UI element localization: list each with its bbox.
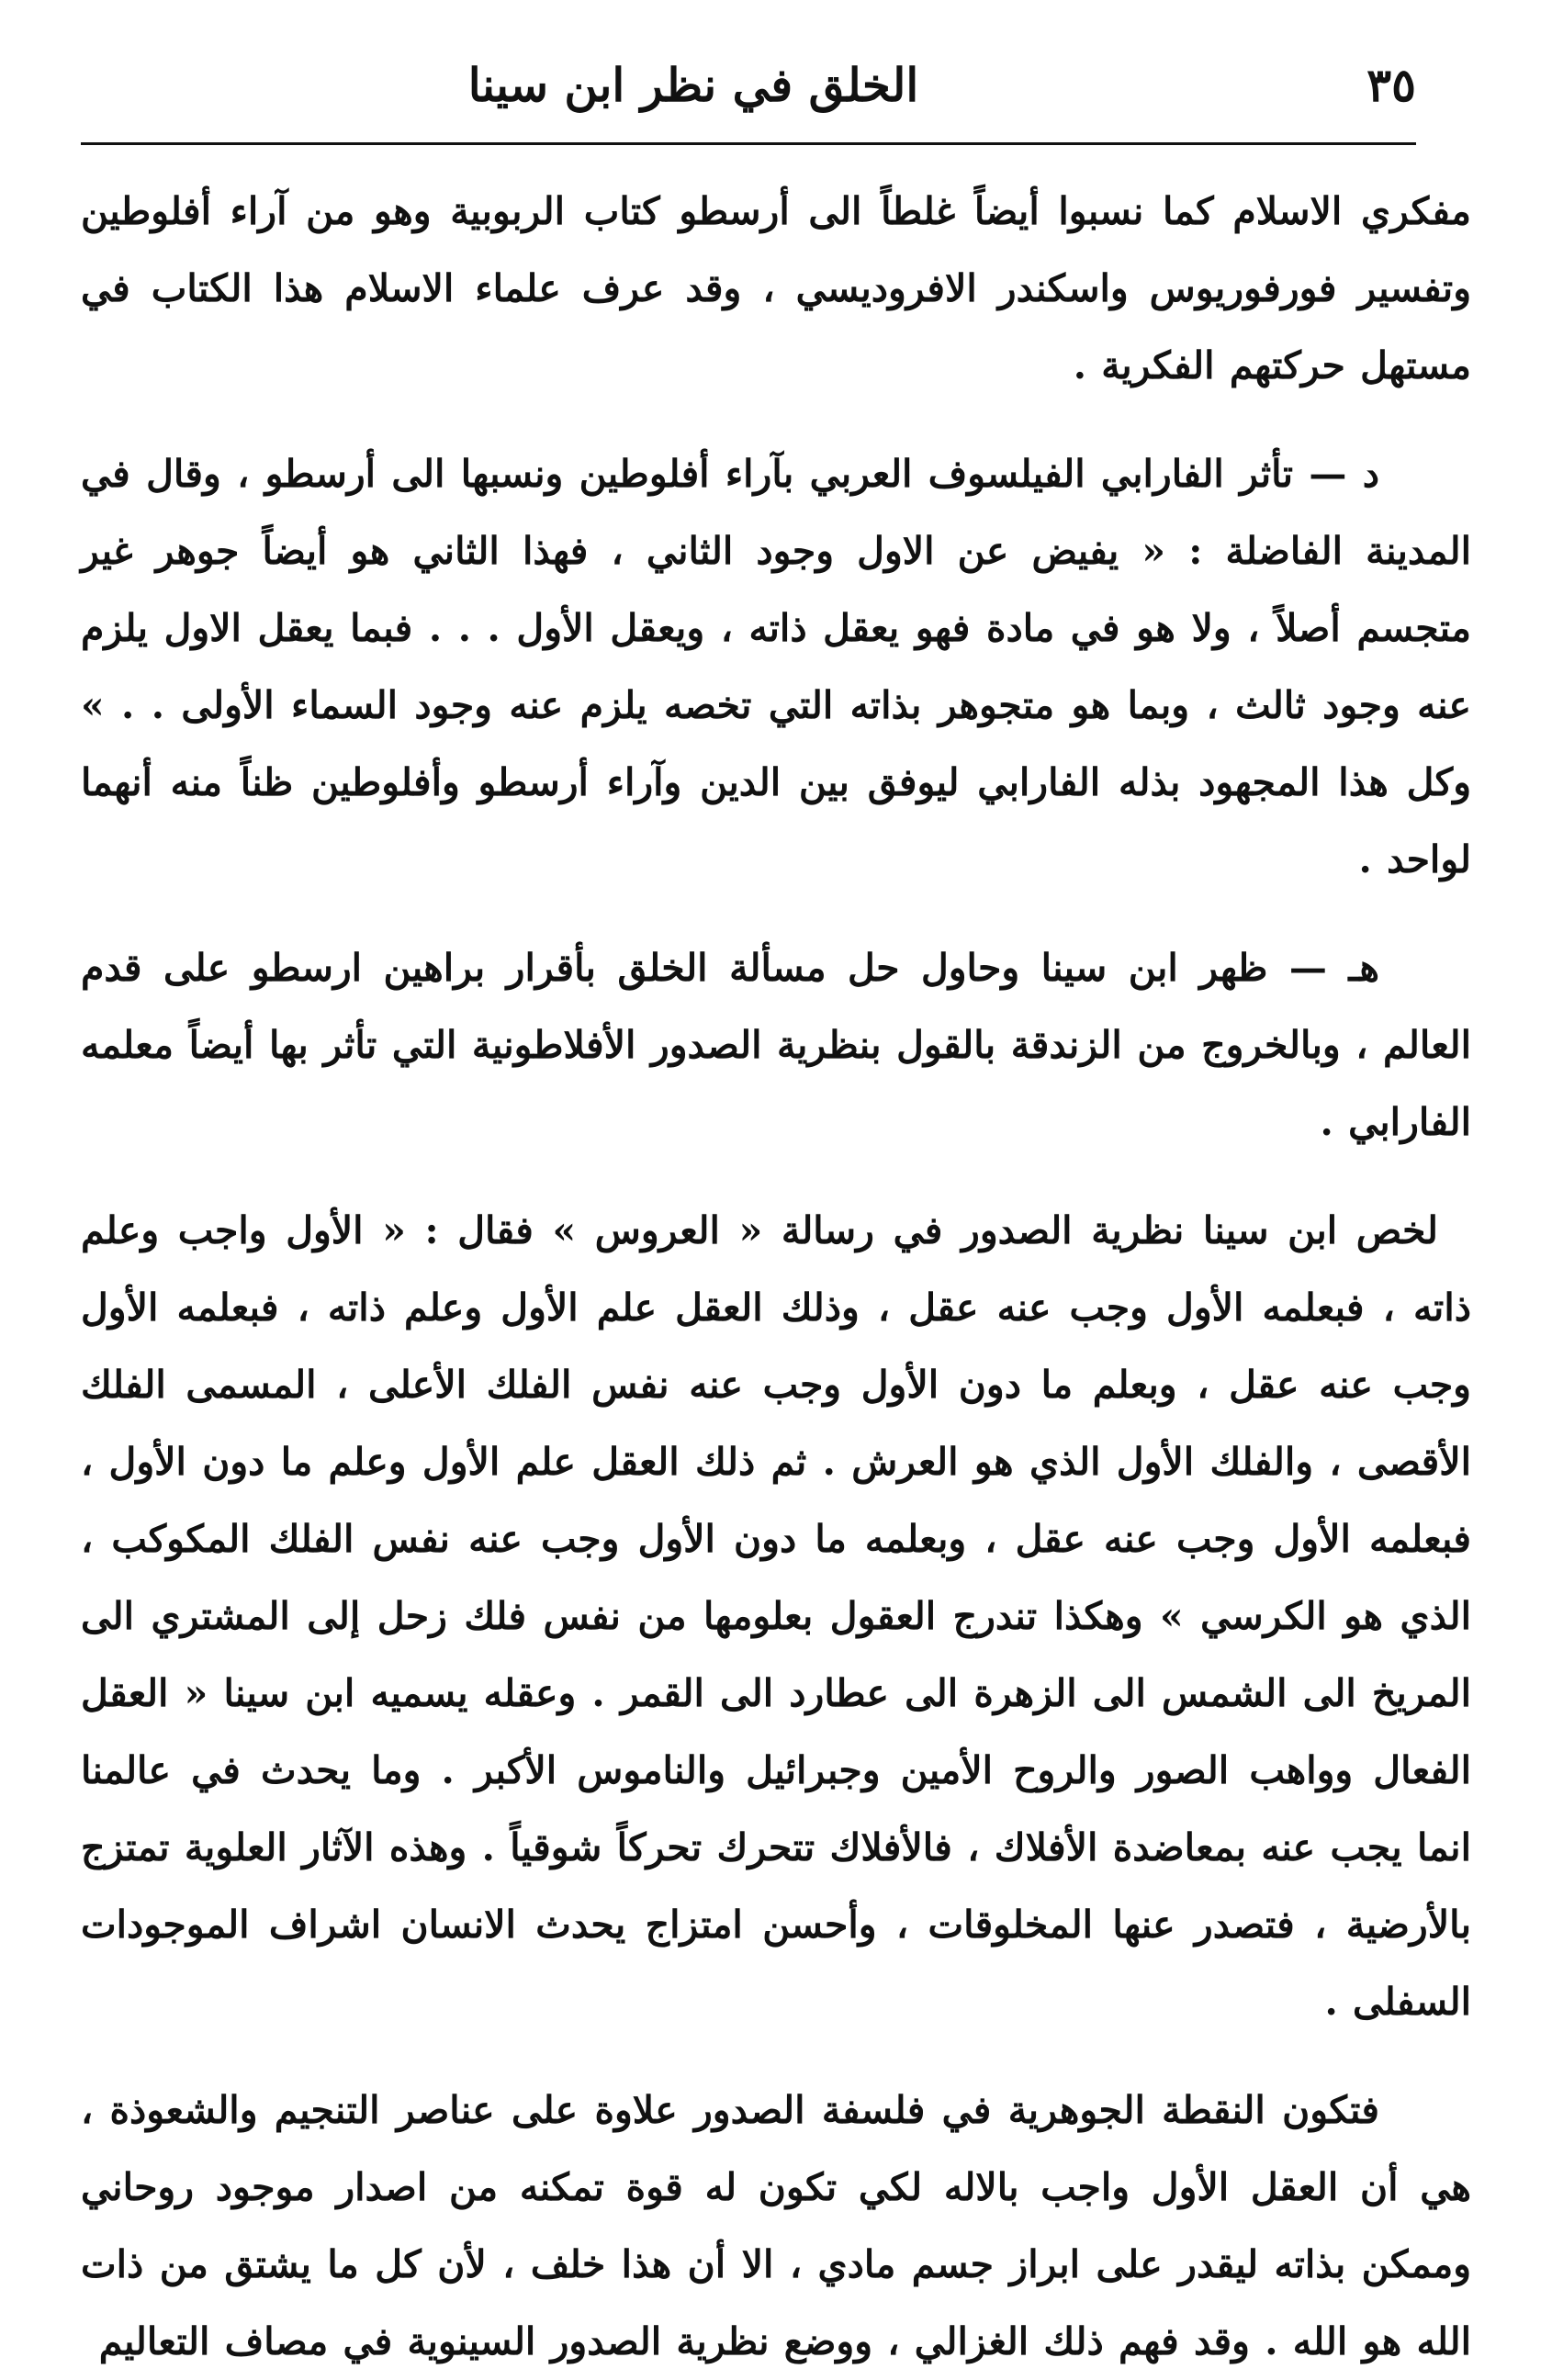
- running-title: الخلق في نظر ابن سينا: [467, 58, 919, 112]
- page-header: [81, 51, 1416, 145]
- paragraph-conclusion: فتكون النقطة الجوهرية في فلسفة الصدور علاوة على عناصر التنجيم والشعوذة ، هي أن العقل الأول واجب بالاله لكي تكون له قوة تمكنه من اصدار موجود روحاني وممكن بذاته ليقدر على ابراز جسم مادي ، الا أن هذا خلف ، لأن كل ما يشتق من ذات الله هو الله . وقد فهم ذلك الغزالي ، ووضع نظرية الصدور السينوية في مصاف التعاليم: [81, 2088, 1471, 2363]
- paragraph-emanation-theory: لخص ابن سينا نظرية الصدور في رسالة « العروس » فقال : « الأول واجب وعلم ذاته ، فبعلمه الأول وجب عنه عقل ، وذلك العقل علم الأول وعلم ذاته ، فبعلمه الأول وجب عنه عقل ، وبعلم ما دون الأول وجب عنه نفس الفلك الأعلى ، المسمى الفلك الأقصى ، والفلك الأول الذي هو العرش . ثم ذلك العقل علم الأول وعلم ما دون الأول ، فبعلمه الأول وجب عنه عقل ، وبعلمه ما دون الأول وجب عنه نفس الفلك المكوكب ، الذي هو الكرسي » وهكذا تندرج العقول بعلومها من نفس فلك زحل إلى المشتري الى المريخ الى الشمس الى الزهرة الى عطارد الى القمر . وعقله يسميه ابن سينا « العقل الفعال وواهب الصور والروح الأمين وجبرائيل والناموس الأكبر . وما يحدث في عالمنا انما يجب عنه بمعاضدة الأفلاك ، فالأفلاك تتحرك تحركاً شوقياً . وهذه الآثار العلوية تمتزج بالأرضية ، فتصدر عنها المخلوقات ، وأحسن امتزاج يحدث الانسان اشراف الموجودات السفلى .: [81, 1208, 1472, 2024]
- paragraph-ibn-sina: هـ — ظهر ابن سينا وحاول حل مسألة الخلق بأقرار براهين ارسطو على قدم العالم ، وبالخروج من الزندقة بالقول بنظرية الصدور الأفلاطونية التي تأثر بها أيضاً معلمه الفارابي .: [81, 946, 1471, 1144]
- page-body: [81, 173, 1471, 2380]
- page-number: ٣٥: [1366, 58, 1416, 112]
- paragraph-continuation: مفكري الاسلام كما نسبوا أيضاً غلطاً الى أرسطو كتاب الربوبية وهو من آراء أفلوطين وتفسير فورفوريوس واسكندر الافروديسي ، وقد عرف علماء الاسلام هذا الكتاب في مستهل حركتهم الفكرية .: [81, 189, 1471, 387]
- paragraph-farabi: د — تأثر الفارابي الفيلسوف العربي بآراء أفلوطين ونسبها الى أرسطو ، وقال في المدينة الفاضلة : « يفيض عن الاول وجود الثاني ، فهذا الثاني هو أيضاً جوهر غير متجسم أصلاً ، ولا هو في مادة فهو يعقل ذاته ، ويعقل الأول . . . فبما يعقل الاول يلزم عنه وجود ثالث ، وبما هو متجوهر بذاته التي تخصه يلزم عنه وجود السماء الأولى . . » وكل هذا المجهود بذله الفارابي ليوفق بين الدين وآراء أرسطو وأفلوطين ظناً منه أنهما لواحد .: [81, 452, 1471, 881]
